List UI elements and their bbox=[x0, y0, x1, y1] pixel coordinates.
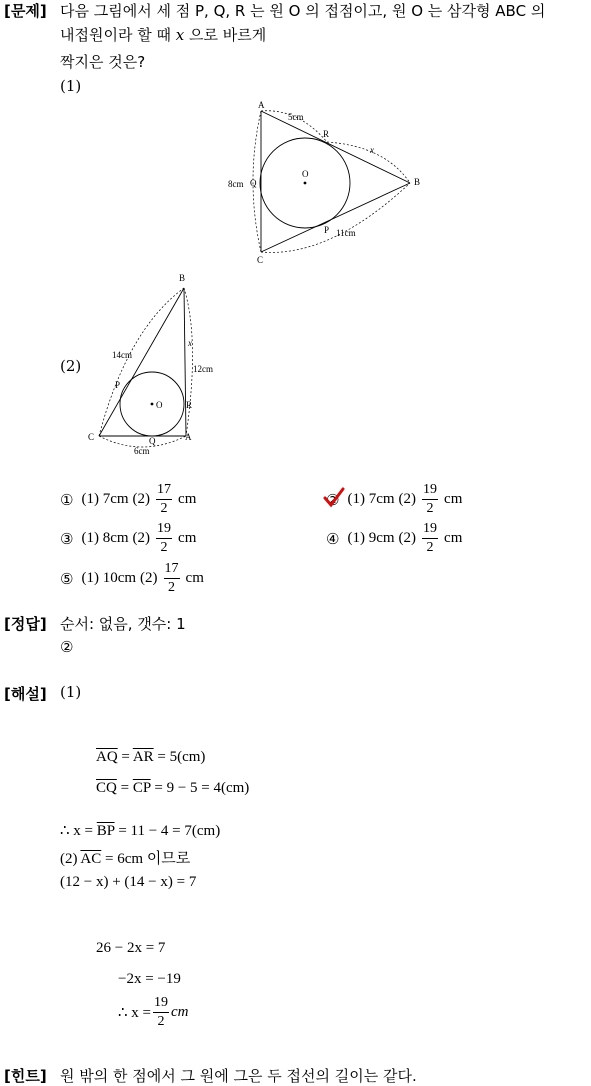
problem-tag: [문제] bbox=[4, 2, 47, 20]
fig1-label-cq: 8cm bbox=[228, 179, 244, 189]
hint-text: 원 밖의 한 점에서 그 원에 그은 두 접선의 길이는 같다. bbox=[60, 1067, 417, 1085]
fig1-label-b: B bbox=[414, 177, 421, 187]
figure-1 bbox=[220, 98, 430, 268]
fig2-label-bc: 14cm bbox=[112, 350, 132, 360]
option-3-mark: ③ bbox=[60, 529, 74, 548]
figure-2 bbox=[82, 270, 232, 460]
explanation-eq-5: (12 − x) + (14 − x) = 7 bbox=[60, 874, 197, 890]
fig2-label-x: x bbox=[188, 338, 192, 348]
option-5-fraction: $\frac{17}{2}$ bbox=[164, 561, 179, 595]
option-3-part1: (1) 8cm bbox=[81, 530, 129, 546]
option-5-part2: (2) bbox=[140, 570, 158, 586]
explanation-eq-8: ∴ x = $\frac{19}{2}$ cm bbox=[118, 995, 189, 1029]
option-1-part1: (1) 7cm bbox=[81, 491, 129, 507]
option-3[interactable] bbox=[60, 522, 196, 555]
option-2-fraction: $\frac{19}{2}$ bbox=[423, 482, 438, 516]
option-1-part2: (2) bbox=[132, 491, 151, 507]
option-2-part1: (1) 7cm bbox=[347, 491, 395, 507]
option-4-part2: (2) bbox=[398, 530, 417, 546]
fig1-label-x: x bbox=[370, 145, 374, 155]
explanation-eq-4: (2) $\overline{AC} = 6cm$ 이므로 bbox=[60, 849, 191, 867]
option-3-part2: (2) bbox=[132, 530, 151, 546]
fig2-label-r: R bbox=[186, 400, 193, 410]
option-1-fraction: $\frac{17}{2}$ bbox=[157, 482, 172, 516]
problem-line-3: 짝지은 것은? bbox=[60, 53, 146, 71]
fig1-label-ar: 5cm bbox=[288, 112, 304, 122]
explanation-tag: [해설] bbox=[4, 685, 47, 703]
fig1-label-r: R bbox=[323, 129, 330, 139]
fig2-label-ab: 12cm bbox=[193, 364, 213, 374]
explanation-eq-1: $\overline{AQ} = \overline{AR} = 5(cm)$ bbox=[96, 749, 206, 765]
fig1-label-pc: 11cm bbox=[336, 228, 356, 238]
fig1-label-c: C bbox=[257, 255, 264, 265]
fig2-label-o: O bbox=[156, 400, 163, 410]
part-1-label: (1) bbox=[60, 77, 82, 95]
fig2-label-ca: 6cm bbox=[134, 446, 150, 456]
answer-line-1: 순서: 없음, 갯수: 1 bbox=[60, 615, 186, 633]
option-3-fraction: $\frac{19}{2}$ bbox=[157, 521, 172, 555]
option-5[interactable] bbox=[60, 562, 204, 595]
problem-line-2-post: 으로 바르게 bbox=[189, 26, 267, 44]
fig2-label-c: C bbox=[88, 432, 95, 442]
checkmark-icon bbox=[323, 487, 345, 509]
explanation-eq-7: −2x = −19 bbox=[118, 971, 181, 987]
option-2-mark: ② bbox=[326, 491, 339, 509]
problem-line-1: 다음 그림에서 세 점 P, Q, R 는 원 O 의 접점이고, 원 O 는 삼각형 ABC 의 bbox=[60, 2, 546, 20]
fig2-label-b: B bbox=[179, 273, 186, 283]
problem-line-2-pre: 내접원이라 할 때 bbox=[60, 26, 171, 44]
explanation-eq-6: 26 − 2x = 7 bbox=[96, 940, 166, 956]
option-4-part1: (1) 9cm bbox=[347, 530, 395, 546]
option-1-mark: ① bbox=[60, 490, 74, 509]
option-3-unit: cm bbox=[178, 530, 197, 546]
option-2-part2: (2) bbox=[398, 491, 417, 507]
variable-x: x bbox=[175, 26, 185, 44]
fig1-label-p: P bbox=[324, 225, 330, 235]
fig2-label-p: P bbox=[115, 380, 121, 390]
option-5-part1: (1) 10cm bbox=[81, 570, 137, 586]
explanation-eq-2: $\overline{CQ} = \overline{CP} = 9 - 5 = 4(cm)$ bbox=[96, 780, 250, 796]
option-5-unit: cm bbox=[185, 570, 204, 586]
answer-line-2: ② bbox=[60, 638, 74, 656]
part-2-label: (2) bbox=[60, 357, 82, 375]
option-1-unit: cm bbox=[178, 491, 197, 507]
hint-tag: [힌트] bbox=[4, 1067, 47, 1085]
fig2-label-q: Q bbox=[149, 436, 156, 446]
option-2[interactable] bbox=[326, 483, 462, 516]
explanation-eq-3: ∴ $x = \overline{BP} = 11 - 4 = 7(cm)$ bbox=[60, 823, 221, 839]
option-4-fraction: $\frac{19}{2}$ bbox=[423, 521, 438, 555]
fig1-label-o: O bbox=[302, 169, 309, 179]
fig1-label-a: A bbox=[258, 100, 265, 110]
option-4[interactable] bbox=[326, 522, 462, 555]
answer-tag: [정답] bbox=[4, 615, 47, 633]
option-4-unit: cm bbox=[444, 530, 463, 546]
option-2-unit: cm bbox=[444, 491, 463, 507]
fig2-label-a: A bbox=[185, 432, 192, 442]
option-1[interactable] bbox=[60, 483, 196, 516]
explanation-part-1: (1) bbox=[60, 683, 82, 701]
problem-line-2 bbox=[60, 24, 266, 45]
option-5-mark: ⑤ bbox=[60, 569, 74, 588]
fig1-label-q: Q bbox=[250, 178, 257, 188]
option-4-mark: ④ bbox=[326, 529, 340, 548]
